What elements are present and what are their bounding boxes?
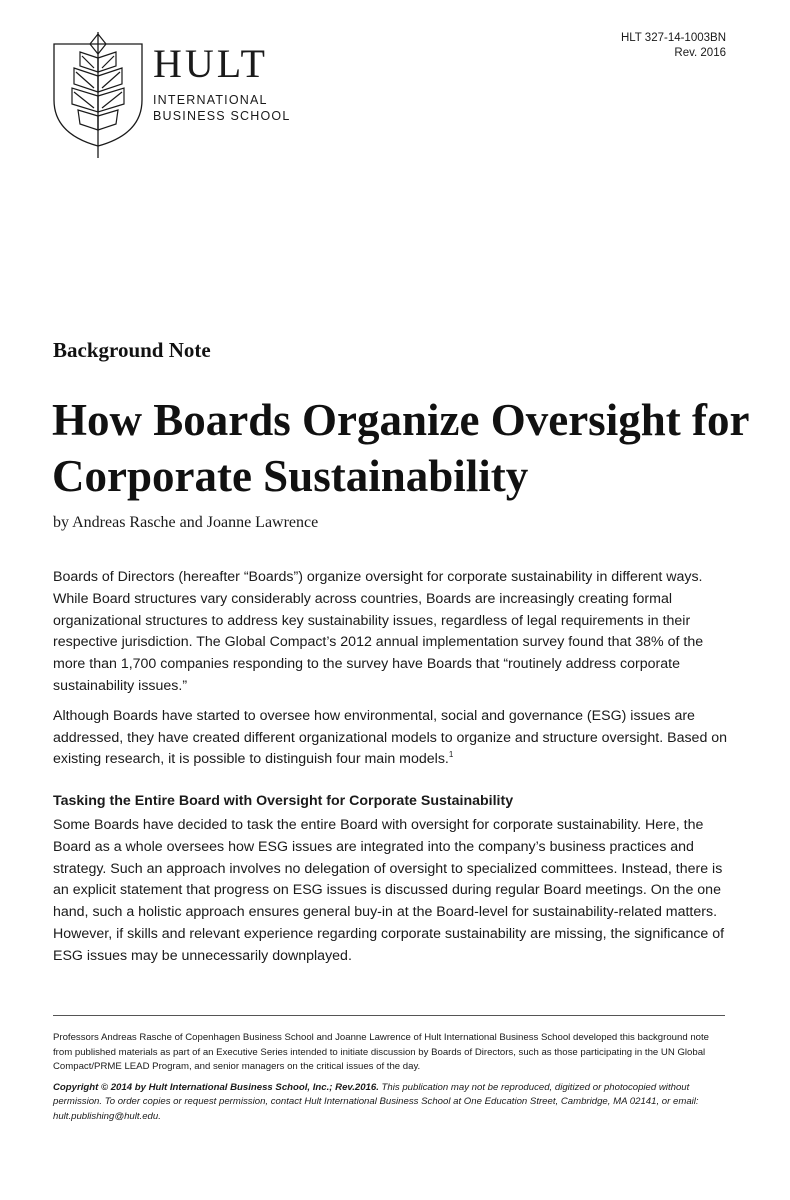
paragraph-text: Although Boards have started to oversee how environmental, social and governance (ESG) issues are addressed, they have created different organizational models to organize and structure oversight. Based on existing research, it is possible to distinguish four main models. xyxy=(53,707,728,768)
logo-subtitle xyxy=(153,92,290,124)
wheat-shield-icon xyxy=(52,30,144,162)
document-revision: Rev. 2016 xyxy=(674,47,726,59)
footer-divider xyxy=(53,1015,725,1016)
authors-note: Professors Andreas Rasche of Copenhagen Business School and Joanne Lawrence of Hult International Business School developed this background note from published materials as part of an Executive Series intended to initiate discussion by Boards of Directors, such as those participating in the UN Global Compact/PRME LEAD Program, and senior managers on the critical issues of the day. xyxy=(53,1032,709,1072)
copyright-text: This publication may not be reproduced, digitized or photocopied without permission. To order copies or request permission, contact Hult International Business School at One Education Street, Cambridge, MA 02141, or email: hult.publishing@hult.edu. xyxy=(53,1081,699,1122)
document-title: How Boards Organize Oversight for Corporate Sustainability xyxy=(52,395,749,501)
document-type-label: Background Note xyxy=(53,338,211,362)
copyright-lead: Copyright © 2014 by Hult International Business School, Inc.; Rev.2016. xyxy=(53,1081,379,1093)
paragraph: Some Boards have decided to task the entire Board with oversight for corporate sustainability. Here, the Board as a whole oversees how ESG issues are integrated into the company’s business practices and strategy. Such an approach involves no delegation of oversight to specialized committees. Instead, there is an explicit statement that progress on ESG issues is discussed during regular Board meetings. On the one hand, such a holistic approach ensures general buy-in at the Board-level for sustainability-related matters. However, if skills and relevant experience regarding corporate sustainability are missing, the significance of ESG issues may be unnecessarily downplayed. xyxy=(53,816,725,964)
copyright-notice xyxy=(53,1081,728,1125)
body-text xyxy=(53,567,733,976)
logo-subtitle-line: BUSINESS SCHOOL xyxy=(153,109,291,123)
byline: by Andreas Rasche and Joanne Lawrence xyxy=(53,514,319,531)
footnote-marker: 1 xyxy=(448,750,454,760)
footer xyxy=(53,1031,728,1130)
document-meta xyxy=(621,31,726,61)
logo-wordmark: HULT xyxy=(153,41,268,86)
paragraph xyxy=(53,706,733,771)
paragraph: Boards of Directors (hereafter “Boards”) organize oversight for corporate sustainability in different ways. While Board structures vary considerably across countries, Boards are increasingly creating formal organizational structures to address key sustainability issues, regardless of legal requirements in their respective jurisdiction. The Global Compact’s 2012 annual implementation survey found that 38% of the more than 1,700 companies responding to the survey have Boards that “routinely address corporate sustainability issues.” xyxy=(53,569,704,694)
logo-subtitle-line: INTERNATIONAL xyxy=(153,93,268,107)
section-heading: Tasking the Entire Board with Oversight for Corporate Sustainability xyxy=(53,793,514,810)
document-code: HLT 327-14-1003BN xyxy=(620,32,726,44)
hult-logo xyxy=(52,30,292,162)
